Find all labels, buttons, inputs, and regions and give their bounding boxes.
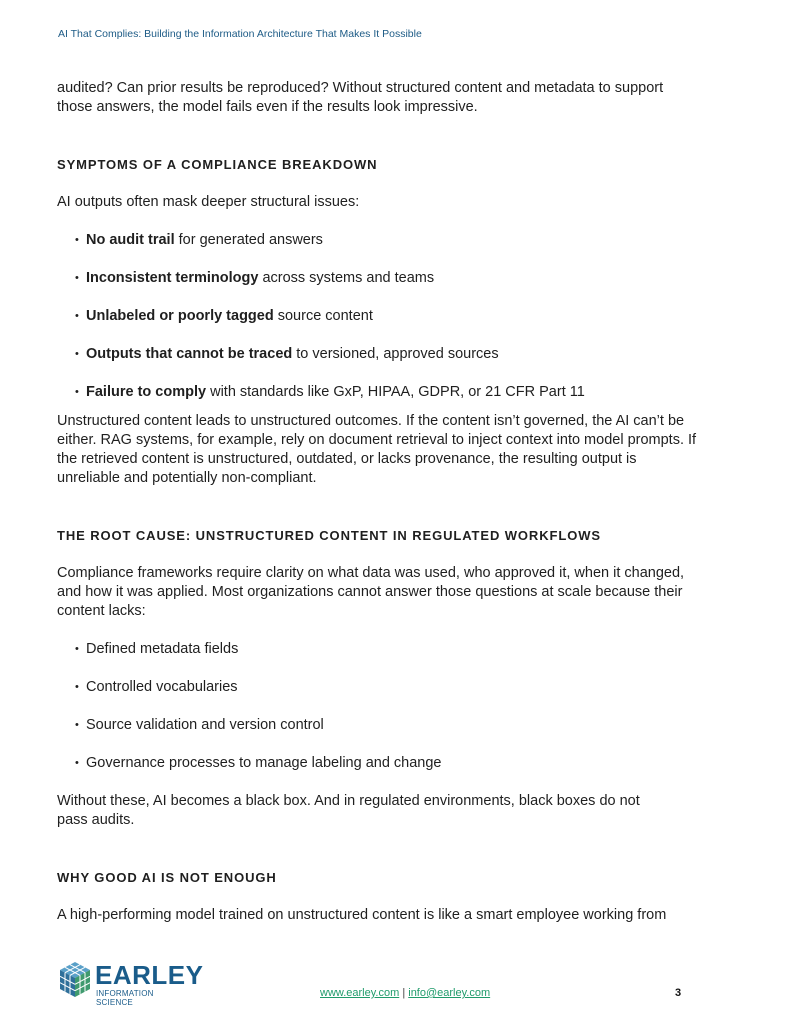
running-header: AI That Complies: Building the Information Architecture That Makes It Possible bbox=[58, 28, 422, 40]
list-item-emphasis: Unlabeled or poorly tagged bbox=[86, 308, 274, 324]
root-cause-list bbox=[57, 640, 697, 773]
section-lead-good-ai: A high-performing model trained on unstructured content is like a smart employee working from bbox=[57, 907, 667, 923]
list-item-emphasis: Outputs that cannot be traced bbox=[86, 346, 293, 362]
list-item-text: to versioned, approved sources bbox=[292, 346, 499, 362]
list-item bbox=[75, 345, 697, 364]
page-number: 3 bbox=[675, 987, 682, 999]
page-content bbox=[57, 79, 697, 925]
section-heading-good-ai: WHY GOOD AI IS NOT ENOUGH bbox=[57, 870, 277, 885]
list-item-emphasis: Failure to comply bbox=[86, 384, 207, 400]
list-item-text: across systems and teams bbox=[258, 270, 435, 286]
list-item: • Source validation and version control bbox=[75, 716, 697, 735]
section-closing-root-cause: Without these, AI becomes a black box. And in regulated environments, black boxes do not pass audits. bbox=[57, 793, 640, 828]
list-item bbox=[75, 269, 697, 288]
section-closing-symptoms: Unstructured content leads to unstructured outcomes. If the content isn’t governed, the AI can’t be either. RAG systems, for example, rely on document retrieval to inject context into model prompts. If the retrieved content is unstructured, outdated, or lacks provenance, the resulting output is unreliable and potentially non-compliant. bbox=[57, 413, 697, 486]
email-link[interactable]: info@earley.com bbox=[408, 987, 491, 999]
list-item: • Controlled vocabularies bbox=[75, 678, 697, 697]
section-heading-symptoms: SYMPTOMS OF A COMPLIANCE BREAKDOWN bbox=[57, 157, 378, 172]
logo-wordmark: EARLEY bbox=[95, 960, 204, 990]
footer-separator: | bbox=[402, 987, 406, 999]
website-link[interactable]: www.earley.com bbox=[320, 987, 400, 999]
section-heading-root-cause: THE ROOT CAUSE: UNSTRUCTURED CONTENT IN REGULATED WORKFLOWS bbox=[57, 528, 601, 543]
earley-logo bbox=[58, 959, 204, 1007]
section-lead-root-cause: Compliance frameworks require clarity on what data was used, who approved it, when it changed, and how it was applied. Most organizations cannot answer those questions at scale because their content lacks: bbox=[57, 565, 685, 619]
list-item-text: with standards like GxP, HIPAA, GDPR, or 21 CFR Part 11 bbox=[206, 384, 585, 400]
list-item-text: for generated answers bbox=[174, 232, 323, 248]
intro-paragraph: audited? Can prior results be reproduced? Without structured content and metadata to support those answers, the model fails even if the results look impressive. bbox=[57, 80, 664, 115]
cube-icon bbox=[58, 961, 92, 999]
logo-tagline: INFORMATION SCIENCE bbox=[96, 989, 154, 1007]
list-item-text: source content bbox=[273, 308, 373, 324]
symptoms-list bbox=[57, 231, 697, 402]
list-item: • Governance processes to manage labeling and change bbox=[75, 754, 697, 773]
list-item-emphasis: Inconsistent terminology bbox=[86, 270, 259, 286]
list-item: • Defined metadata fields bbox=[75, 640, 697, 659]
list-item bbox=[75, 231, 697, 250]
list-item bbox=[75, 307, 697, 326]
footer-contact bbox=[320, 987, 490, 999]
list-item bbox=[75, 383, 697, 402]
section-lead-symptoms: AI outputs often mask deeper structural issues: bbox=[57, 194, 360, 210]
list-item-emphasis: No audit trail bbox=[86, 232, 175, 248]
